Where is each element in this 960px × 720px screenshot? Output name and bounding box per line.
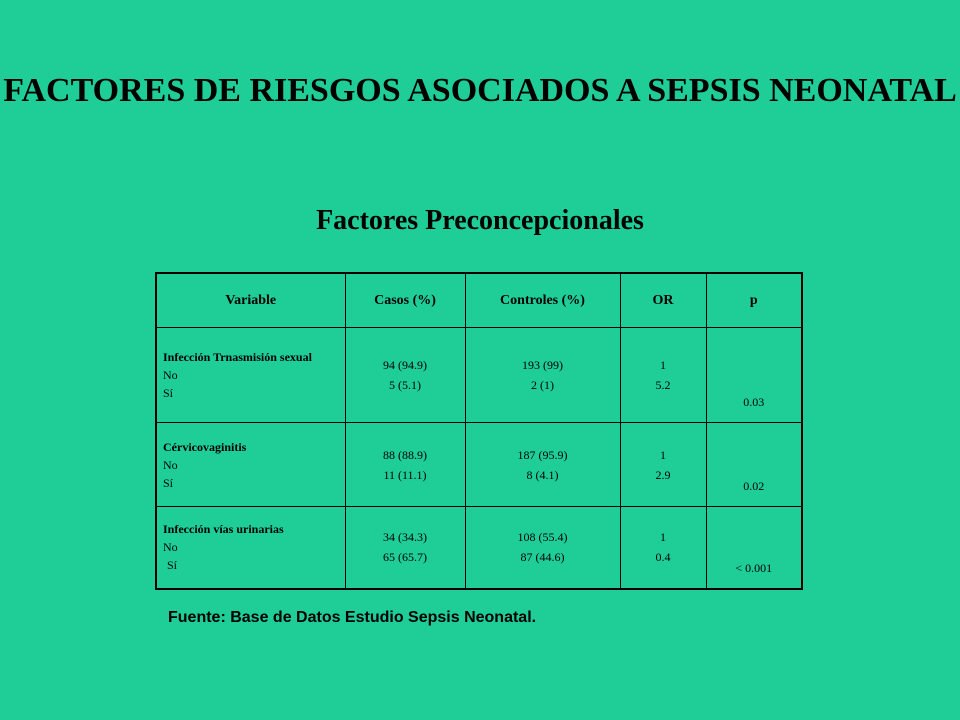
variable-cell (156, 328, 345, 423)
controls-no: 193 (99) (522, 358, 563, 372)
cases-no: 34 (34.3) (383, 530, 427, 545)
cases-cell (345, 423, 465, 507)
or-yes: 2.9 (655, 467, 671, 482)
cases-yes: 65 (65.7) (383, 550, 427, 565)
header-cases: Casos (%) (345, 273, 465, 328)
p-value-cell: 0.03 (706, 328, 802, 423)
risk-factors-table (155, 272, 803, 590)
or-no: 1 (660, 358, 666, 372)
controls-cell (465, 423, 620, 507)
table-row (156, 328, 802, 423)
slide-subtitle: Factores Preconcepcionales (316, 205, 644, 236)
variable-cell (156, 423, 345, 507)
header-controls: Controles (%) (465, 273, 620, 328)
or-no: 1 (660, 530, 666, 545)
table-row (156, 423, 802, 507)
or-no: 1 (660, 447, 666, 462)
cases-cell (345, 507, 465, 589)
variable-name: Cérvicovaginitis (163, 439, 247, 454)
option-no: No (163, 457, 178, 472)
or-yes: 5.2 (655, 378, 671, 392)
cases-no: 88 (88.9) (383, 447, 427, 462)
or-cell (620, 423, 706, 507)
option-no: No (163, 540, 178, 555)
controls-yes: 8 (4.1) (526, 467, 559, 482)
table-row (156, 507, 802, 589)
controls-cell (465, 507, 620, 589)
option-no: No (163, 368, 178, 382)
controls-no: 187 (95.9) (517, 447, 568, 462)
cases-yes: 5 (5.1) (389, 378, 421, 392)
header-variable: Variable (156, 273, 345, 328)
p-value-cell: < 0.001 (706, 507, 802, 589)
option-yes: Sí (167, 558, 178, 573)
cases-cell (345, 328, 465, 423)
or-yes: 0.4 (655, 550, 671, 565)
variable-name: Infección vías urinarias (163, 522, 284, 537)
table-header-row (156, 273, 802, 328)
controls-yes: 87 (44.6) (520, 550, 565, 565)
header-or: OR (620, 273, 706, 328)
cases-yes: 11 (11.1) (383, 467, 427, 482)
variable-name: Infección Trnasmisión sexual (163, 350, 312, 364)
variable-cell (156, 507, 345, 589)
controls-yes: 2 (1) (531, 378, 554, 392)
or-cell (620, 507, 706, 589)
controls-cell (465, 328, 620, 423)
or-cell (620, 328, 706, 423)
cases-no: 94 (94.9) (383, 358, 427, 372)
p-value-cell: 0.02 (706, 423, 802, 507)
option-yes: Sí (163, 386, 174, 400)
controls-no: 108 (55.4) (517, 530, 568, 545)
option-yes: Sí (163, 475, 174, 490)
source-note: Fuente: Base de Datos Estudio Sepsis Neonatal. (168, 609, 537, 626)
slide-title: FACTORES DE RIESGOS ASOCIADOS A SEPSIS NEONATAL (3, 72, 957, 109)
header-p: p (706, 273, 802, 328)
